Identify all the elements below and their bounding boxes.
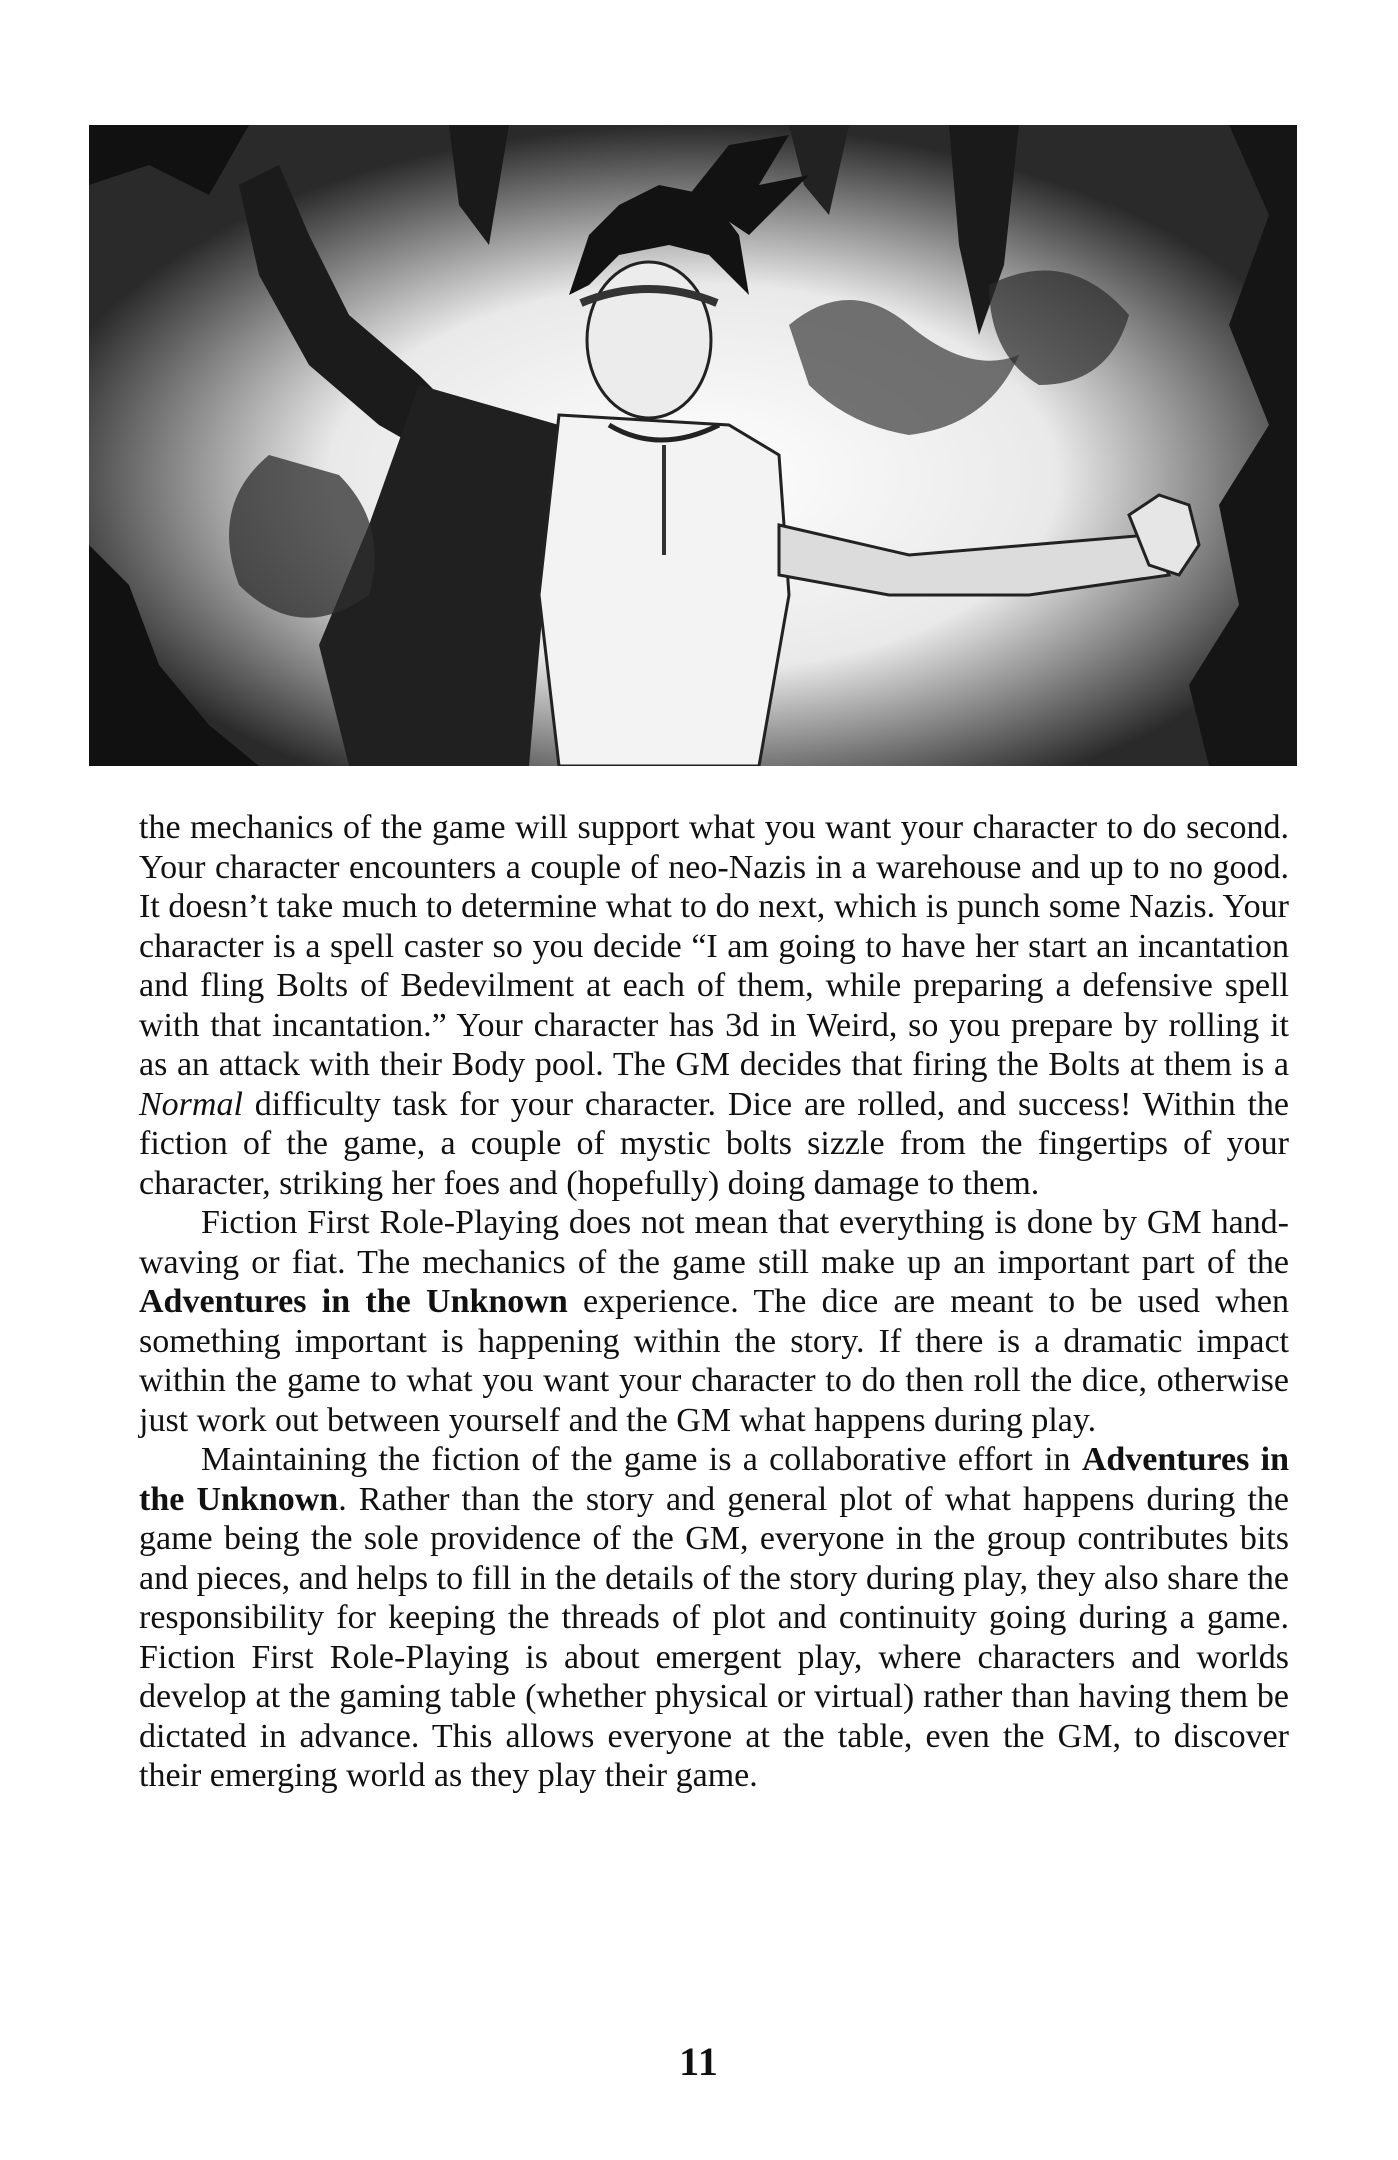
paragraph-text: the mechanics of the game will support what you want your character to do second. Your character encounters a couple of neo-Nazis in a warehouse and up to no good. It doesn’t take much to determine what to do next, which is punch some Nazis. Your character is a spell caster so you decide “I am going to have her start an incantation and fling Bolts of Bedevilment at each of them, while preparing a defensive spell with that incantation.” Your character has 3d in Weird, so you prepare by rolling it as an attack with their Body pool. The GM decides that firing the Bolts at them is a: [139, 809, 1289, 1083]
body-text: [139, 808, 1289, 1796]
paragraph-3: [139, 1440, 1289, 1796]
ink-illustration-icon: [89, 125, 1297, 766]
sorcerer-illustration: [89, 125, 1297, 766]
paragraph-text: Maintaining the fiction of the game is a collaborative effort in: [201, 1441, 1082, 1478]
game-title-bold: Adventures in the Unknown: [139, 1283, 568, 1320]
page-number: 11: [679, 2039, 719, 2084]
italic-term: Normal: [139, 1085, 243, 1123]
game-title-bold: Adventures in the Unknown: [139, 1441, 1289, 1518]
paragraph-text: experience. The dice are meant to be used when something important is happening within the story. If there is a dramatic impact within the game to what you want your character to do then roll the dice, otherwise just work out between yourself and the GM what happens during play.: [139, 1283, 1289, 1439]
paragraph-text: Fiction First Role-Playing does not mean that everything is done by GM hand-waving or fiat. The mechanics of the game still make up an important part of the: [139, 1204, 1289, 1281]
paragraph-1: [139, 808, 1289, 1203]
paragraph-text: difficulty task for your character. Dice are rolled, and success! Within the fiction of the game, a couple of mystic bolts sizzle from the fingertips of your character, striking her foes and (hopefully) doing damage to them.: [139, 1085, 1289, 1202]
paragraph-text: . Rather than the story and general plot of what happens during the game being the sole providence of the GM, everyone in the group contributes bits and pieces, and helps to fill in the details of the story during play, they also share the responsibility for keeping the threads of plot and continuity going during a game. Fiction First Role-Playing is about emergent play, where characters and worlds develop at the gaming table (whether physical or virtual) rather than having them be dictated in advance. This allows everyone at the table, even the GM, to discover their emerging world as they play their game.: [139, 1480, 1289, 1794]
paragraph-2: [139, 1203, 1289, 1440]
